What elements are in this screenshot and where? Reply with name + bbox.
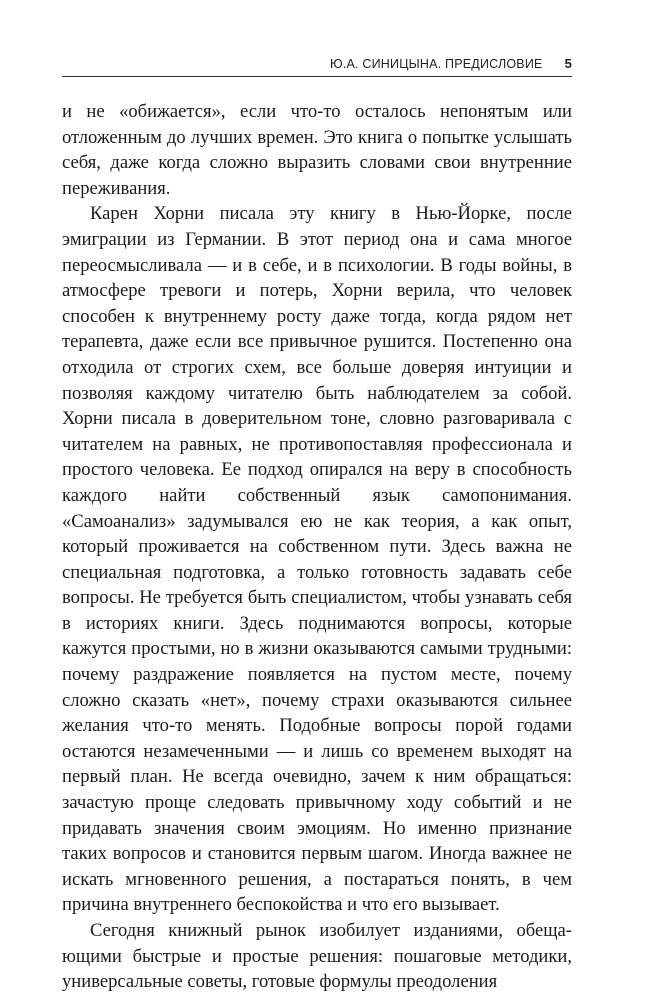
page-number: 5 bbox=[564, 56, 572, 71]
book-page bbox=[62, 56, 572, 995]
running-head bbox=[62, 56, 572, 77]
paragraph-book-market: Сегодня книжный рынок изобилует изданиями, обещающими быстрые и простые решения: пошаговые методики, универсальные советы, готовые формулы преодоления bbox=[62, 920, 572, 993]
paragraph-karen-horney: Карен Хорни писала эту книгу в Нью-Йорке, после эмиграции из Германии. В этот период она и сама многое переосмысливала — и в себе, и в психологии. В годы войны, в атмосфере тревоги и потерь, Хорни верила, что человек способен к внутреннему росту даже тогда, когда рядом нет терапевта, даже если все привычное рушится. Постепенно она отходила от строгих схем, все больше доверяя интуиции и позволяя каждому читателю быть наблюдателем за собой. Хорни писала в доверительном тоне, словно разговаривала с читателем на равных, не противопоставляя профессионала и простого человека. Ее подход опирался на веру в способность каждого найти собственный язык самопонимания. «Самоанализ» задумывался ею не как теория, а как опыт, который проживается на собственном пути. Здесь важна не специальная подготовка, а только готовность задавать себе вопросы. Не требуется быть специалистом, чтобы узнавать себя в историях книги. Здесь поднимаются вопросы, которые кажутся простыми, но в жизни оказываются самыми трудными: почему раздражение появляется на пустом месте, почему сложно сказать «нет», почему страхи оказываются сильнее желания что-то менять. Подобные вопросы порой годами остаются незамеченными — и лишь со временем выходят на первый план. Не всегда очевидно, зачем к ним обращаться: зачастую проще следовать привычному ходу событий и не придавать значения своим эмоциям. Но именно признание таких вопросов и становится первым шагом. Иногда важнее не искать мгновенного решения, а постараться понять, в чем причина внутреннего беспокойства и что его вызывает. bbox=[62, 203, 572, 916]
body-text bbox=[62, 99, 572, 995]
paragraph-continued: и не «обижается», если что-то осталось непонятым или отложенным до лучших времен. Это книга о попытке услышать себя, даже когда сложно выразить словами свои внутренние переживания. bbox=[62, 101, 572, 199]
running-title: Ю.А. СИНИЦЫНА. ПРЕДИСЛОВИЕ bbox=[330, 57, 543, 71]
